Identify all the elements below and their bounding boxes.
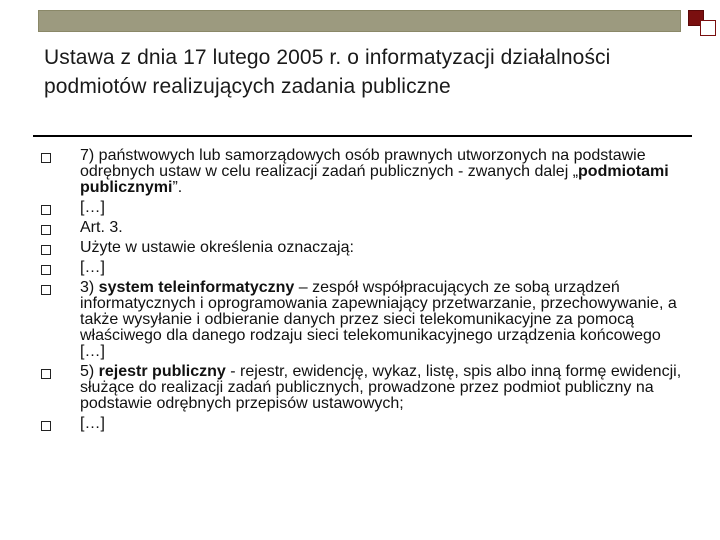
square-bullet-icon xyxy=(41,265,51,275)
list-item xyxy=(40,240,690,256)
item-text-tail: – zespół współpracujących ze sobą urządzeń informatycznych i oprogramowania zapewniający przetwarzanie, przechowywanie, a także wysyłanie i odbieranie danych przez sieci telekomunikacyjne za pomocą właściwego dla danego rodzaju sieci telekomunikacyjnego urządzenia końcowego […] xyxy=(80,279,677,360)
item-text-tail: - rejestr, ewidencję, wykaz, listę, spis albo inną formę ewidencji, służące do realizacji zadań publicznych, prowadzone przez podmiot publiczny na podstawie odrębnych przepisów ustawowych; xyxy=(80,363,682,412)
square-bullet-icon xyxy=(41,421,51,431)
item-text: […] xyxy=(80,259,105,276)
decorative-square-outline xyxy=(700,20,716,36)
bullet-list xyxy=(40,148,690,436)
item-text: 3) xyxy=(80,279,99,296)
list-item xyxy=(40,200,690,216)
list-item xyxy=(40,364,690,412)
slide-title: Ustawa z dnia 17 lutego 2005 r. o informatyzacji działalności podmiotów realizujących zadania publiczne xyxy=(44,46,611,98)
item-text: 7) państwowych lub samorządowych osób prawnych utworzonych na podstawie odrębnych ustaw w celu realizacji zadań publicznych - zwanych dalej „ xyxy=(80,147,646,180)
item-text: Art. 3. xyxy=(80,219,123,236)
title-divider xyxy=(33,135,692,137)
square-bullet-icon xyxy=(41,225,51,235)
list-item xyxy=(40,416,690,432)
item-bold-text: system teleinformatyczny xyxy=(98,279,295,296)
square-bullet-icon xyxy=(41,369,51,379)
square-bullet-icon xyxy=(41,205,51,215)
square-bullet-icon xyxy=(41,285,51,295)
item-text: Użyte w ustawie określenia oznaczają: xyxy=(80,239,354,256)
list-item xyxy=(40,260,690,276)
item-bold-text: podmiotami publicznymi xyxy=(80,163,669,196)
item-text: 5) xyxy=(80,363,99,380)
list-item xyxy=(40,280,690,360)
decorative-top-bar xyxy=(38,10,681,32)
square-bullet-icon xyxy=(41,245,51,255)
list-item xyxy=(40,148,690,196)
item-text: […] xyxy=(80,199,105,216)
list-item xyxy=(40,220,690,236)
item-text: […] xyxy=(80,415,105,432)
item-bold-text: rejestr publiczny xyxy=(98,363,226,380)
square-bullet-icon xyxy=(41,153,51,163)
item-text-tail: ”. xyxy=(172,179,183,196)
